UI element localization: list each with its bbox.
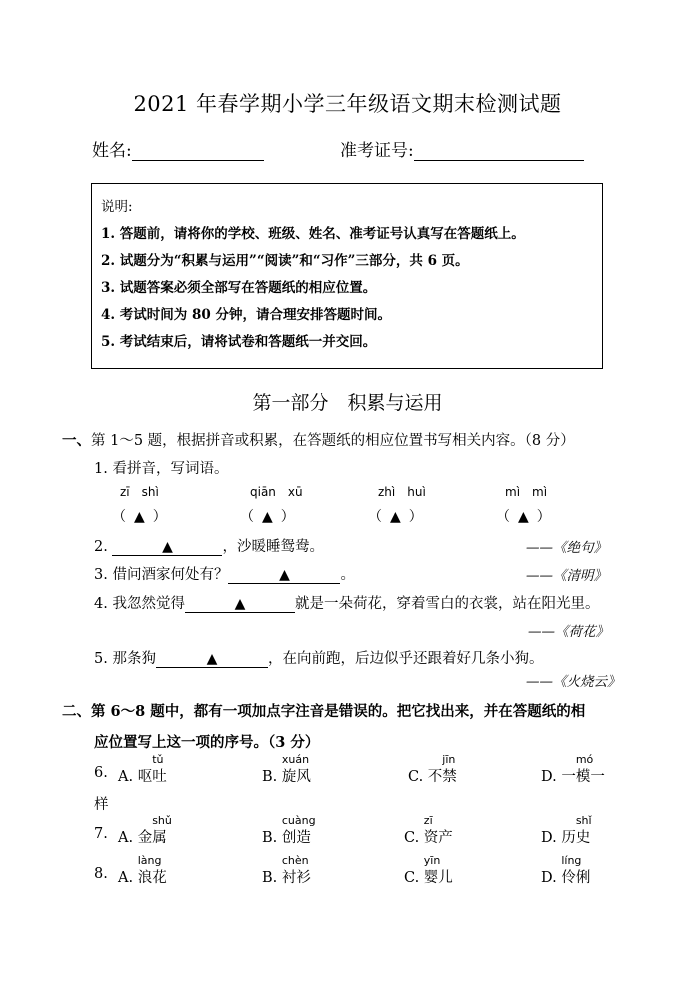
paren-open: （ (368, 509, 382, 525)
pinyin-annotation: chèn (281, 854, 309, 867)
option-label: B. (262, 830, 278, 846)
option-text: 俐 (575, 870, 591, 886)
dotted-char (152, 753, 167, 786)
pinyin-annotation: mó (575, 753, 594, 766)
q8-option-a (118, 854, 167, 887)
q7-option-b (262, 814, 316, 847)
dotted-char (575, 814, 592, 847)
option-char: 创 (281, 830, 297, 846)
question-number: 一、 (62, 432, 91, 449)
option-label: A. (118, 870, 134, 886)
section-title: 第一部分 积累与运用 (252, 392, 443, 414)
option-char: 婴 (423, 870, 439, 886)
paren-close: ） (536, 509, 551, 525)
dotted-char (152, 814, 172, 847)
answer-box-1[interactable] (112, 506, 167, 526)
instruction-item: 5. 考试结束后，请将试卷和答题纸一并交回。 (101, 334, 377, 350)
page-title: 2021 年春学期小学三年级语文期末检测试题 (133, 92, 562, 116)
paren-close: ） (408, 509, 423, 525)
answer-box-2[interactable] (240, 506, 295, 526)
sub-question-1: 1. 看拼音，写词语。 (94, 461, 229, 477)
dotted-char (575, 753, 594, 786)
q8-option-c (404, 854, 453, 887)
dotted-char (281, 854, 309, 887)
name-field (92, 136, 264, 161)
pinyin-4: mì mì (505, 485, 548, 499)
option-label: D. (541, 870, 557, 886)
name-label: 姓名: (92, 141, 132, 161)
option-text: 一 (561, 769, 576, 785)
pinyin-annotation: cuàng (281, 814, 316, 827)
exam-no-label: 准考证号: (340, 141, 414, 161)
dotted-char (423, 854, 441, 887)
answer-blank[interactable]: ▲ (185, 596, 295, 613)
question-number: 二、 (62, 703, 91, 720)
pinyin-annotation: líng (561, 854, 582, 867)
option-text: 产 (438, 830, 453, 846)
q6-option-c (408, 753, 457, 786)
paren-open: （ (240, 509, 254, 525)
sub-number: 2. (94, 539, 108, 555)
exam-no-line (414, 142, 584, 161)
option-char: 衬 (281, 870, 297, 886)
pinyin-2: qiān xū (250, 485, 303, 499)
sub-text: 3. 借问酒家何处有？ (94, 567, 229, 583)
q7-option-a (118, 814, 172, 847)
paren-open: （ (496, 509, 510, 525)
question-2-heading (62, 700, 585, 721)
question-text: 第 6～8 题中，都有一项加点字注音是错误的。把它找出来，并在答题纸的相 (91, 703, 586, 720)
instruction-item: 4. 考试时间为 80 分钟，请合理安排答题时间。 (101, 307, 391, 323)
paren-open: （ (112, 509, 126, 525)
option-char: 资 (423, 830, 439, 846)
q8-number: 8. (94, 866, 108, 882)
sub-question-5 (94, 647, 543, 668)
blank-mark: ▲ (134, 509, 145, 525)
exam-no-field (340, 136, 584, 161)
option-text: 金 (137, 830, 153, 846)
option-text: 花 (152, 870, 167, 886)
q7-option-c (404, 814, 453, 847)
option-label: A. (118, 769, 134, 785)
pinyin-3: zhì huì (378, 485, 426, 499)
pinyin-annotation: zī (423, 814, 433, 827)
q8-option-b (262, 854, 311, 887)
option-label: B. (262, 870, 278, 886)
q7-option-d (541, 814, 592, 847)
dotted-char (561, 854, 582, 887)
answer-blank[interactable]: ▲ (228, 567, 340, 584)
option-text: 一 (590, 769, 605, 785)
source-attribution: ——《清明》 (526, 568, 607, 584)
option-text: 衫 (296, 870, 311, 886)
instruction-item: 1. 答题前，请将你的学校、班级、姓名、准考证号认真写在答题纸上。 (101, 226, 525, 242)
pinyin-annotation: làng (137, 854, 162, 867)
instruction-item: 2. 试题分为“积累与运用”“阅读”和“习作”三部分，共 6 页。 (101, 253, 469, 269)
answer-blank[interactable]: ▲ (112, 539, 222, 556)
option-text: 呕 (137, 769, 153, 785)
question-2-heading-cont: 应位置写上这一项的序号。（3 分） (94, 734, 320, 751)
option-label: B. (262, 769, 278, 785)
q6-option-d (541, 753, 605, 786)
dotted-char (423, 814, 439, 847)
option-label: C. (404, 870, 420, 886)
question-1-heading (62, 429, 575, 450)
option-char: 旋 (281, 769, 297, 785)
option-label: C. (408, 769, 424, 785)
option-char: 禁 (442, 769, 457, 785)
pinyin-annotation: shǐ (575, 814, 592, 827)
sub-question-2 (94, 535, 324, 556)
option-char: 模 (575, 769, 591, 785)
option-char: 伶 (561, 870, 576, 886)
option-label: D. (541, 769, 557, 785)
option-char: 吐 (152, 769, 167, 785)
source-attribution: ——《荷花》 (528, 624, 609, 640)
pinyin-annotation: shǔ (152, 814, 172, 827)
sub-text: 就是一朵荷花，穿着雪白的衣裳，站在阳光里。 (294, 596, 600, 612)
dotted-char (281, 814, 316, 847)
q6-wrap-text: 样 (94, 797, 109, 813)
option-label: C. (404, 830, 420, 846)
sub-text: 4. 我忽然觉得 (94, 596, 185, 612)
sub-text: ，沙暖睡鸳鸯。 (222, 539, 324, 555)
sub-question-4 (94, 592, 599, 613)
answer-blank[interactable]: ▲ (156, 651, 268, 668)
pinyin-1: zī shì (120, 485, 159, 499)
option-char: 浪 (137, 870, 153, 886)
instruction-item: 3. 试题答案必须全部写在答题纸的相应位置。 (101, 280, 377, 296)
option-char: 史 (575, 830, 591, 846)
answer-box-4[interactable] (496, 506, 551, 526)
option-label: A. (118, 830, 134, 846)
option-text: 历 (561, 830, 576, 846)
sub-text: 5. 那条狗 (94, 651, 156, 667)
paren-close: ） (280, 509, 295, 525)
dotted-char (137, 854, 162, 887)
option-char: 属 (152, 830, 167, 846)
source-attribution: ——《绝句》 (526, 540, 607, 556)
q6-option-b (262, 753, 311, 786)
source-attribution: ——《火烧云》 (526, 674, 621, 690)
sub-text: ，在向前跑，后边似乎还跟着好几条小狗。 (267, 651, 544, 667)
pinyin-annotation: tǔ (152, 753, 164, 766)
pinyin-annotation: xuán (281, 753, 310, 766)
q6-option-a (118, 753, 167, 786)
answer-box-3[interactable] (368, 506, 423, 526)
q7-number: 7. (94, 826, 108, 842)
option-text: 儿 (438, 870, 453, 886)
question-text: 第 1～5 题，根据拼音或积累，在答题纸的相应位置书写相关内容。（8 分） (91, 433, 575, 449)
q8-option-d (541, 854, 591, 887)
paren-close: ） (152, 509, 167, 525)
sub-question-3 (94, 563, 355, 584)
option-label: D. (541, 830, 557, 846)
option-text: 造 (296, 830, 311, 846)
name-line (132, 142, 264, 161)
blank-mark: ▲ (518, 509, 529, 525)
q6-number: 6. (94, 765, 108, 781)
option-text: 不 (427, 769, 443, 785)
instructions-heading: 说明: (101, 199, 133, 215)
dotted-char (442, 753, 457, 786)
blank-mark: ▲ (390, 509, 401, 525)
pinyin-annotation: jīn (442, 753, 456, 766)
option-text: 风 (296, 769, 311, 785)
blank-mark: ▲ (262, 509, 273, 525)
dotted-char (281, 753, 310, 786)
sub-text: 。 (340, 567, 355, 583)
pinyin-annotation: yīn (423, 854, 441, 867)
